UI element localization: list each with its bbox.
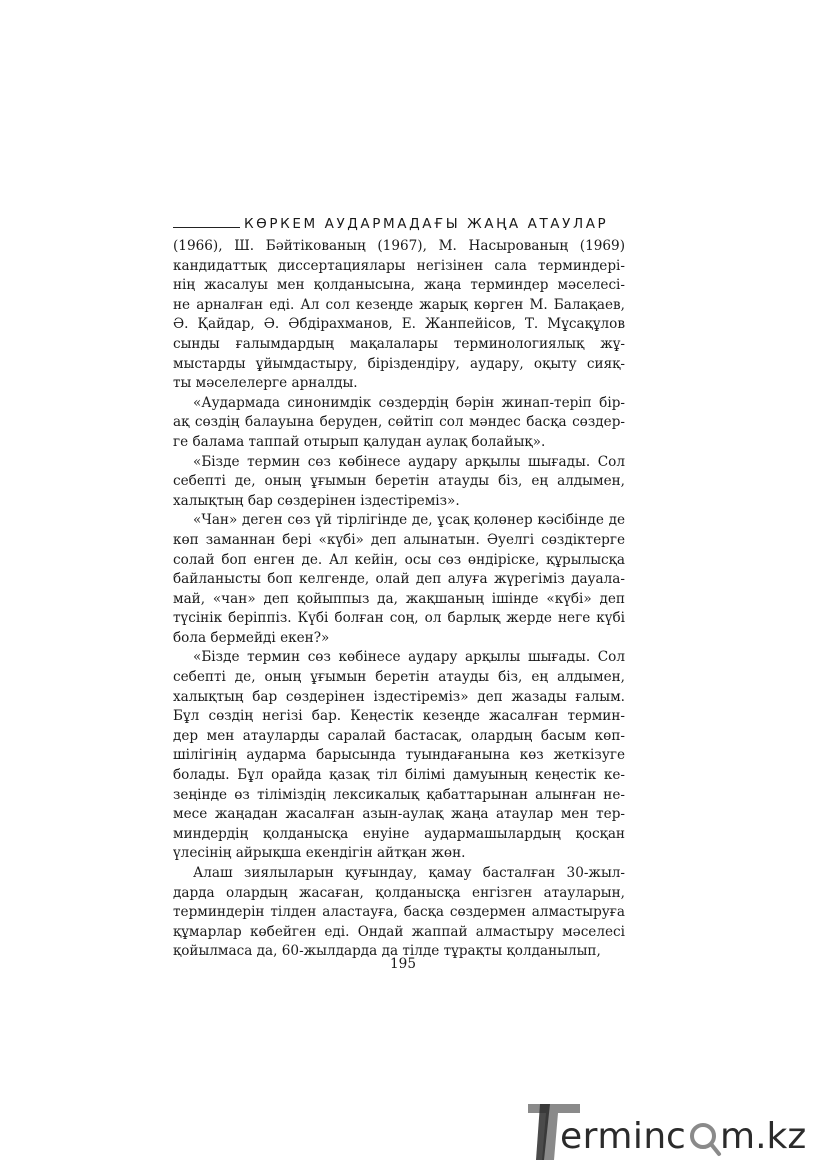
text-line: шілігінің аударма барысында туындағанына көз жеткізуге <box>173 747 625 764</box>
text-line: «Бізде термин сөз көбінесе аудару арқылы шығады. Сол <box>193 453 625 470</box>
termincom-logo <box>520 1102 820 1162</box>
text-line: май, «чан» деп қойыппыз да, жақшаның ішінде «күбі» деп <box>173 590 625 607</box>
page-number: 195 <box>390 956 416 972</box>
text-line: көп заманнан бері «күбі» деп алынатын. Әуелгі сөздіктерге <box>173 531 625 548</box>
text-line: «Чан» деген сөз үй тірлігінде де, ұсақ қолөнер кәсібінде де <box>193 512 625 529</box>
svg-text:m.kz: m.kz <box>720 1116 807 1157</box>
text-line: халықтың бар сөздерінен іздестіреміз». <box>173 492 460 509</box>
text-line: месе жаңадан жасалған азын-аулақ жаңа атаулар мен тер- <box>173 806 625 823</box>
text-line: болады. Бұл орайда қазақ тіл білімі дамуының кеңестік ке- <box>173 767 625 784</box>
text-line: (1966), Ш. Бәйтікованың (1967), М. Насырованың (1969) <box>173 238 625 254</box>
text-line: Ә. Қайдар, Ә. Әбдірахманов, Е. Жанпейісов, Т. Мұсақұлов <box>173 316 625 333</box>
running-head <box>173 212 625 232</box>
paragraph <box>173 394 625 453</box>
text-line: Алаш зиялыларын қуғындау, қамау басталған 30-жыл- <box>193 865 625 881</box>
text-line: зеңінде өз тіліміздің лексикалық қабаттарынан алынған не- <box>173 786 625 803</box>
text-line: солай боп енген де. Ал кейін, осы сөз өндіріске, құрылысқа <box>173 551 625 568</box>
body-text <box>173 237 625 962</box>
svg-text:c: c <box>666 1116 686 1157</box>
text-line: «Аудармада синонимдік сөздердің бәрін жинап-теріп бір- <box>193 394 625 411</box>
text-line: дарда олардың жасаған, қолданысқа енгізген атауларын, <box>173 884 625 901</box>
text-line: бола бермейді екен?» <box>173 629 330 646</box>
paragraph <box>173 648 625 864</box>
paragraph <box>173 453 625 512</box>
text-line: құмарлар көбейген еді. Ондай жаппай алмастыру мәселесі <box>173 923 625 940</box>
svg-text:ermin: ermin <box>560 1116 667 1157</box>
paragraph <box>173 237 625 394</box>
text-line: байланысты боп келгенде, олай деп алуға жүрегіміз дауала- <box>173 571 625 588</box>
text-line: ақ сөздің балауына беруден, сөйтіп сол мәндес басқа сөздер- <box>173 414 625 431</box>
text-line: не арналған еді. Ал сол кезеңде жарық көрген М. Балақаев, <box>173 296 625 313</box>
running-head-rule <box>173 227 240 228</box>
text-line: дер мен атауларды саралай бастасақ, олардың басым көп- <box>173 727 625 744</box>
text-line: нің жасалуы мен қолданысына, жаңа терминдер мәселесі- <box>173 277 625 294</box>
text-line: түсінік беріппіз. Күбі болған соң, ол барлық жерде неге күбі <box>173 610 625 627</box>
paragraph <box>173 511 625 648</box>
text-line: себепті де, оның ұғымын беретін атауды біз, ең алдымен, <box>173 473 625 490</box>
running-head-title: КӨРКЕМ АУДАРМАДАҒЫ ЖАҢА АТАУЛАР <box>244 216 609 232</box>
text-line: ты мәселелерге арналды. <box>173 375 358 392</box>
text-line: кандидаттық диссертациялары негізінен сала терминдері- <box>173 257 625 274</box>
termincom-logo-graphic <box>520 1102 820 1162</box>
text-line: терминдерін тілден аластауға, басқа сөздермен алмастыруға <box>173 904 625 921</box>
text-line: Бұл сөздің негізі бар. Кеңестік кезеңде жасалған термин- <box>173 708 625 725</box>
text-line: мыстарды ұйымдастыру, біріздендіру, аудару, оқыту сияқ- <box>173 355 625 372</box>
text-line: үлесінің айрықша екендігін айтқан жөн. <box>173 845 466 862</box>
text-line: «Бізде термин сөз көбінесе аудару арқылы шығады. Сол <box>193 649 625 666</box>
text-line: миндердің қолданысқа енуіне аудармашылардың қосқан <box>173 825 625 842</box>
text-line: ге балама таппай отырып қалудан аулақ болайық». <box>173 433 546 450</box>
text-line: халықтың бар сөздерінен іздестіреміз» деп жазады ғалым. <box>173 688 625 705</box>
paragraph <box>173 864 625 962</box>
text-line: қойылмаса да, 60-жылдарда да тілде тұрақты қолданылып, <box>173 943 601 960</box>
text-line: сынды ғалымдардың мақалалары терминологиялық жұ- <box>173 335 625 352</box>
text-line: себепті де, оның ұғымын беретін атауды біз, ең алдымен, <box>173 669 625 686</box>
